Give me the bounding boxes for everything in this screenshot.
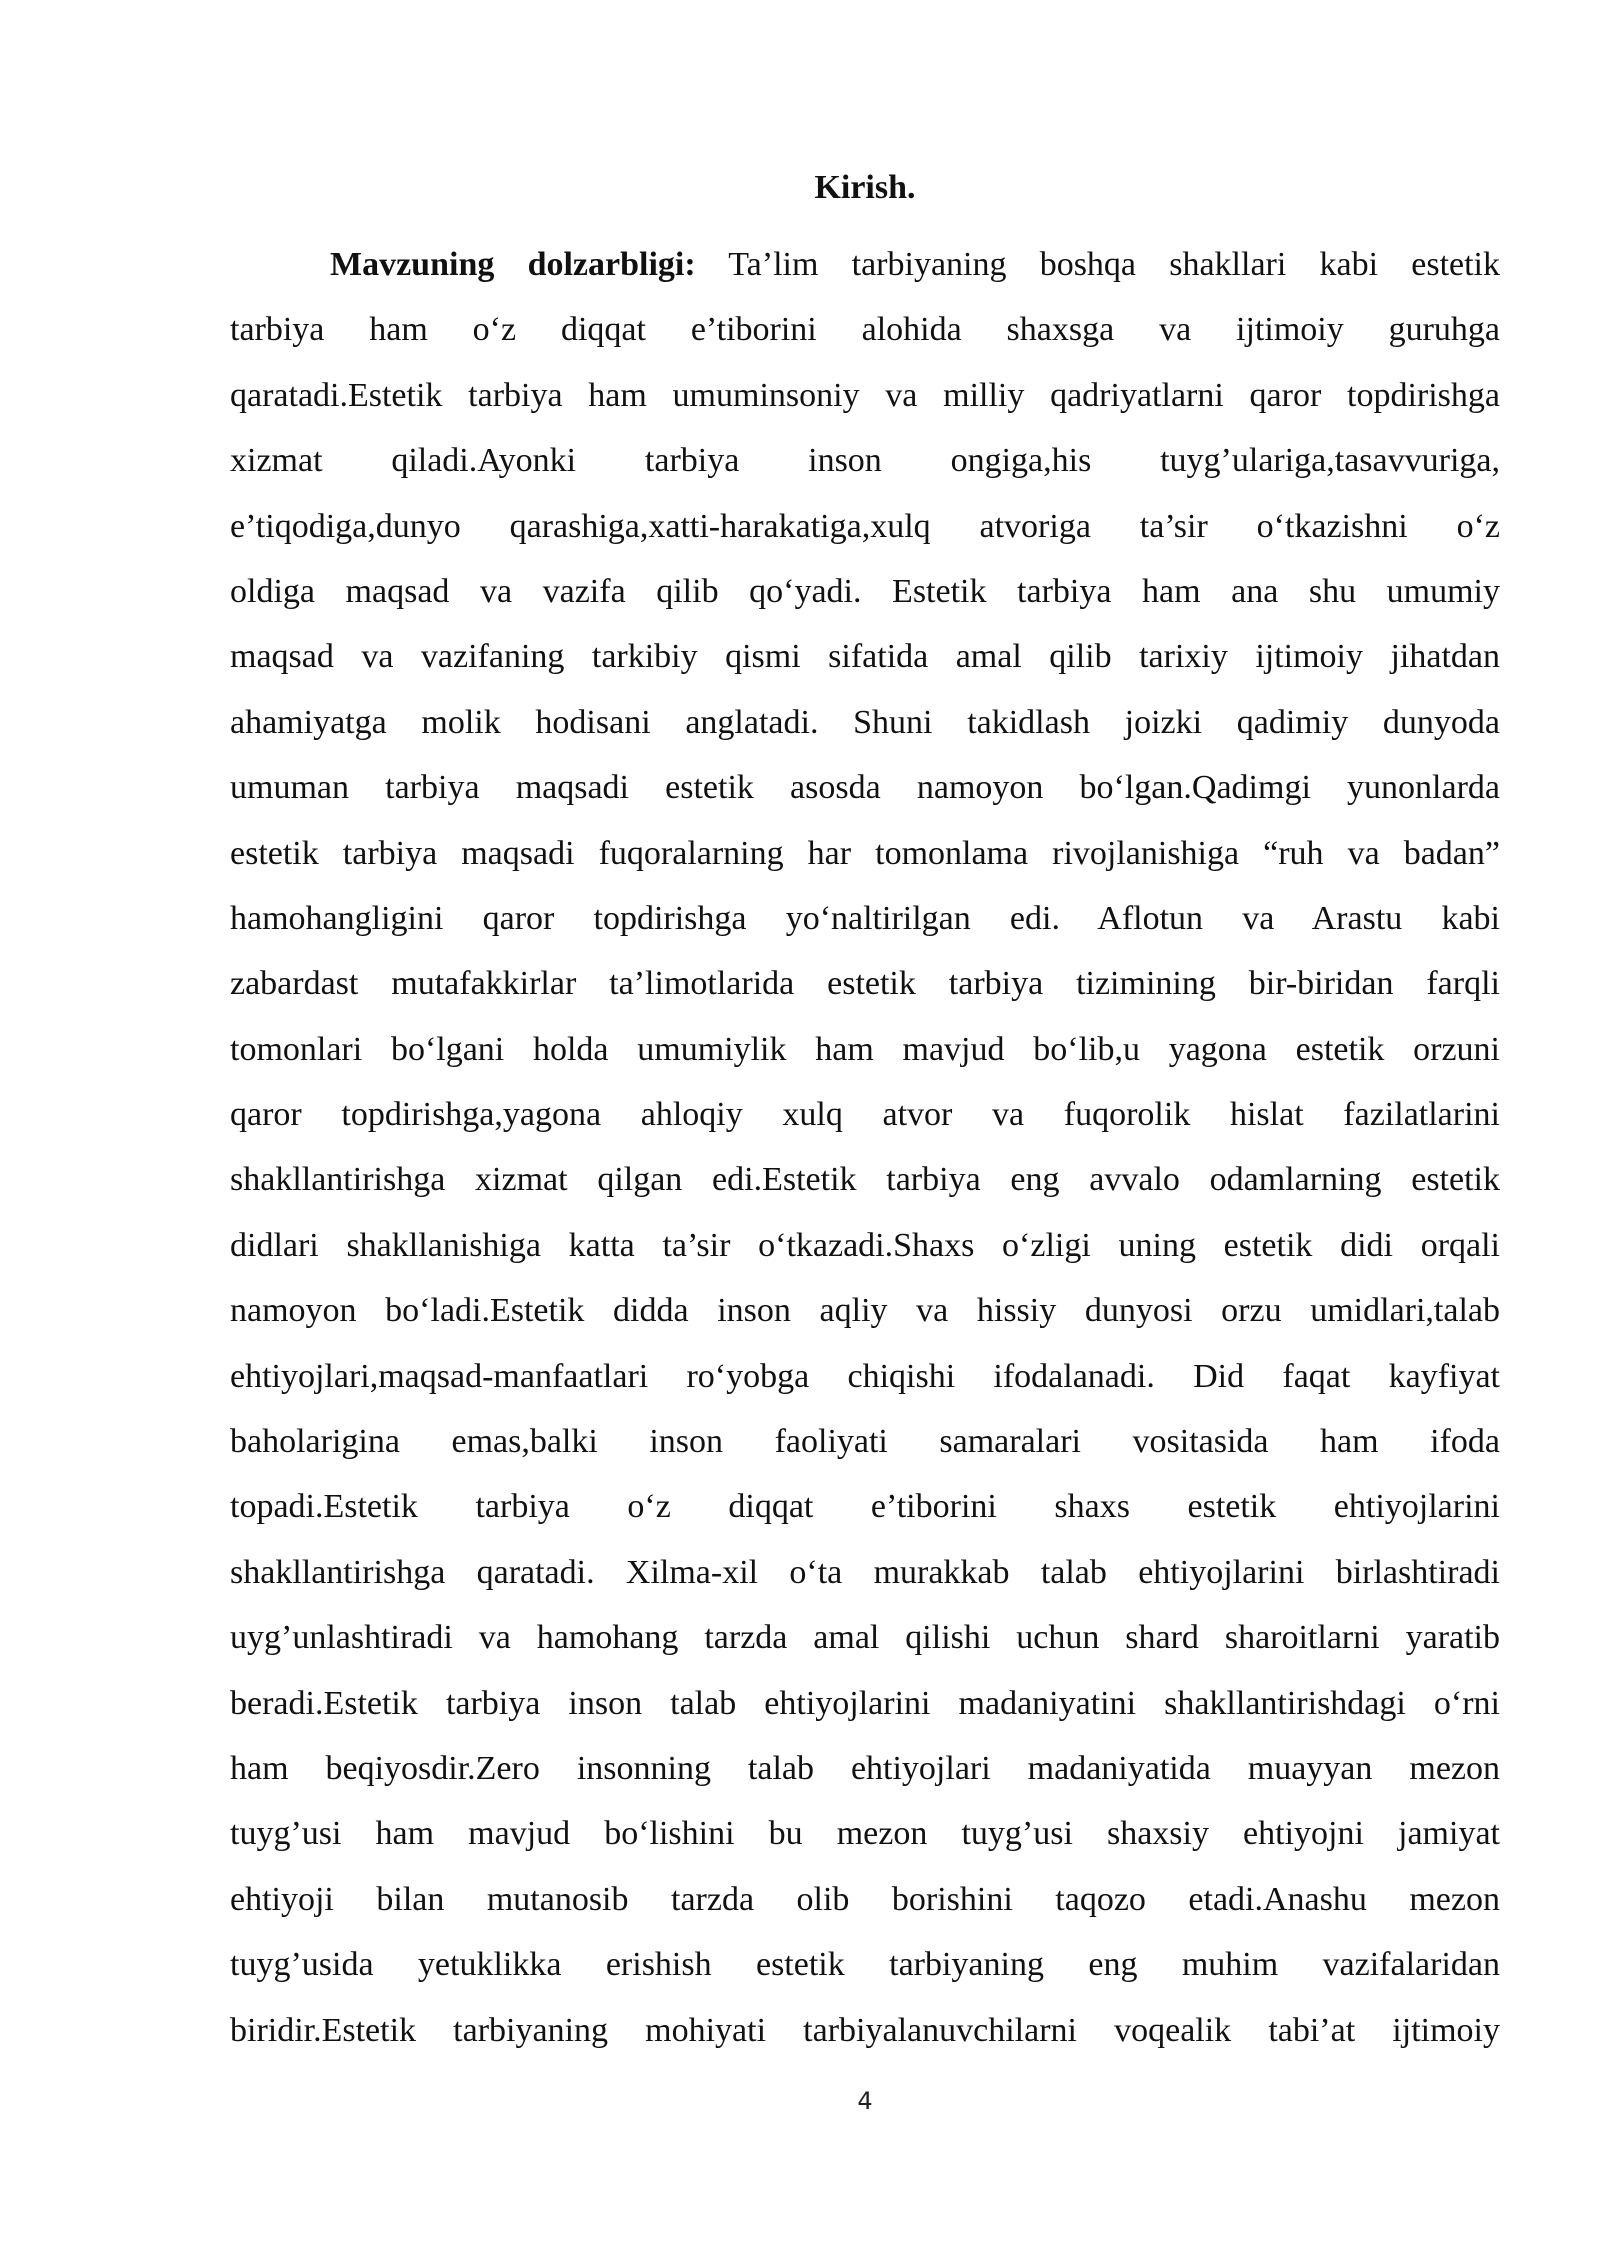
- text-line-content: Ta’lim tarbiyaning boshqa shakllari kabi estetik: [695, 246, 1501, 283]
- text-line: xizmat qiladi.Ayonki tarbiya inson ongiga,his tuyg’ulariga,tasavvuriga,: [230, 442, 1500, 480]
- text-line: tuyg’usida yetuklikka erishish estetik tarbiyaning eng muhim vazifalaridan: [230, 1946, 1500, 1984]
- text-line: ehtiyojlari,maqsad-manfaatlari ro‘yobga chiqishi ifodalanadi. Did faqat kayfiyat: [230, 1357, 1500, 1395]
- text-line: tuyg’usi ham mavjud bo‘lishini bu mezon tuyg’usi shaxsiy ehtiyojni jamiyat: [230, 1815, 1500, 1853]
- text-line: namoyon bo‘ladi.Estetik didda inson aqliy va hissiy dunyosi orzu umidlari,talab: [230, 1292, 1500, 1330]
- text-line: tomonlari bo‘lgani holda umumiylik ham mavjud bo‘lib,u yagona estetik orzuni: [230, 1030, 1500, 1068]
- text-line: ahamiyatga molik hodisani anglatadi. Shuni takidlash joizki qadimiy dunyoda: [230, 703, 1500, 741]
- text-line: beradi.Estetik tarbiya inson talab ehtiyojlarini madaniyatini shakllantirishdagi o‘rni: [230, 1684, 1500, 1722]
- page-number: 4: [857, 2087, 873, 2115]
- text-line: oldiga maqsad va vazifa qilib qo‘yadi. Estetik tarbiya ham ana shu umumiy: [230, 572, 1500, 610]
- text-line: shakllantirishga xizmat qilgan edi.Estetik tarbiya eng avvalo odamlarning estetik: [230, 1161, 1500, 1199]
- text-line: qaratadi.Estetik tarbiya ham umuminsoniy va milliy qadriyatlarni qaror topdirishga: [230, 376, 1500, 414]
- text-line: ehtiyoji bilan mutanosib tarzda olib borishini taqozo etadi.Anashu mezon: [230, 1880, 1500, 1918]
- text-line: uyg’unlashtiradi va hamohang tarzda amal qilishi uchun shard sharoitlarni yaratib: [230, 1619, 1500, 1657]
- text-line: maqsad va vazifaning tarkibiy qismi sifatida amal qilib tarixiy ijtimoiy jihatdan: [230, 638, 1500, 676]
- text-line: didlari shakllanishiga katta ta’sir o‘tkazadi.Shaxs o‘zligi uning estetik didi orqali: [230, 1226, 1500, 1264]
- text-line: shakllantirishga qaratadi. Xilma-xil o‘ta murakkab talab ehtiyojlarini birlashtiradi: [230, 1553, 1500, 1591]
- body-paragraph: [230, 232, 1500, 2063]
- text-line: baholarigina emas,balki inson faoliyati samaralari vositasida ham ifoda: [230, 1423, 1500, 1461]
- text-line: zabardast mutafakkirlar ta’limotlarida estetik tarbiya tizimining bir-biridan farqli: [230, 965, 1500, 1003]
- text-line: umuman tarbiya maqsadi estetik asosda namoyon bo‘lgan.Qadimgi yunonlarda: [230, 769, 1500, 807]
- text-line: estetik tarbiya maqsadi fuqoralarning har tomonlama rivojlanishiga “ruh va badan”: [230, 834, 1500, 872]
- text-line: topadi.Estetik tarbiya o‘z diqqat e’tiborini shaxs estetik ehtiyojlarini: [230, 1488, 1500, 1526]
- lead-label: Mavzuning dolzarbligi:: [330, 246, 696, 283]
- text-line: e’tiqodiga,dunyo qarashiga,xatti-harakatiga,xulq atvoriga ta’sir o‘tkazishni o‘z: [230, 507, 1500, 545]
- text-line: ham beqiyosdir.Zero insonning talab ehtiyojlari madaniyatida muayyan mezon: [230, 1749, 1500, 1787]
- text-line: hamohangligini qaror topdirishga yo‘naltirilgan edi. Aflotun va Arastu kabi: [230, 899, 1500, 937]
- text-line: biridir.Estetik tarbiyaning mohiyati tarbiyalanuvchilarni voqealik tabi’at ijtimoiy: [230, 2011, 1500, 2049]
- document-title: Kirish.: [814, 169, 916, 206]
- text-line: tarbiya ham o‘z diqqat e’tiborini alohida shaxsga va ijtimoiy guruhga: [230, 311, 1500, 349]
- text-line: qaror topdirishga,yagona ahloqiy xulq atvor va fuqorolik hislat fazilatlarini: [230, 1096, 1500, 1134]
- text-line: [230, 232, 1500, 297]
